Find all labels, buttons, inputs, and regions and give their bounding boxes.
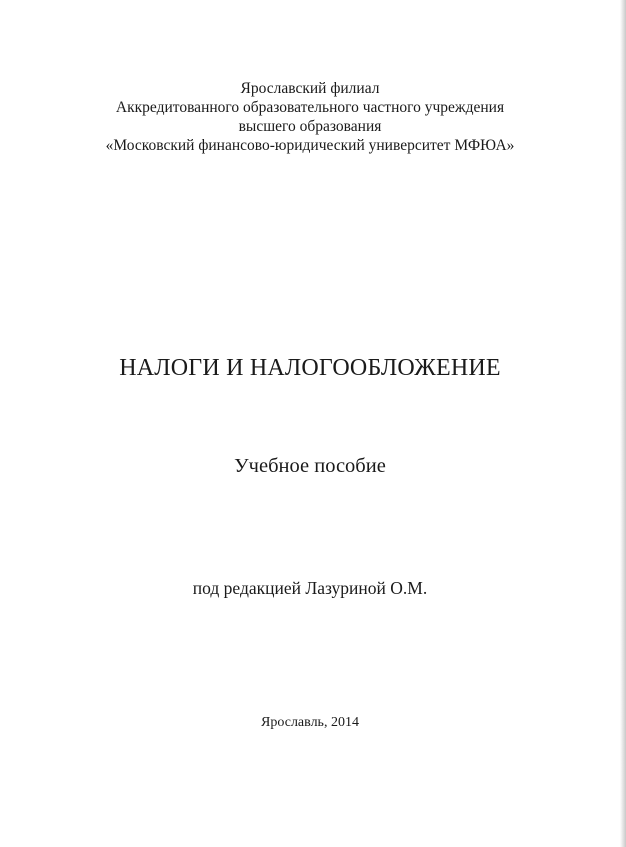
page-edge-shadow bbox=[620, 0, 626, 847]
document-title: НАЛОГИ И НАЛОГООБЛОЖЕНИЕ bbox=[119, 355, 501, 381]
institution-line-1: Ярославский филиал bbox=[240, 80, 380, 97]
institution-line-2: Аккредитованного образовательного частного учреждения bbox=[115, 99, 505, 116]
place-and-year: Ярославль, 2014 bbox=[261, 715, 359, 730]
institution-line-3: высшего образования bbox=[238, 118, 382, 135]
institution-line-4: «Московский финансово-юридический университет МФЮА» bbox=[105, 137, 515, 154]
document-subtitle: Учебное пособие bbox=[234, 455, 386, 477]
institution-header bbox=[0, 79, 620, 155]
editor-credit: под редакцией Лазуриной О.М. bbox=[192, 578, 428, 598]
